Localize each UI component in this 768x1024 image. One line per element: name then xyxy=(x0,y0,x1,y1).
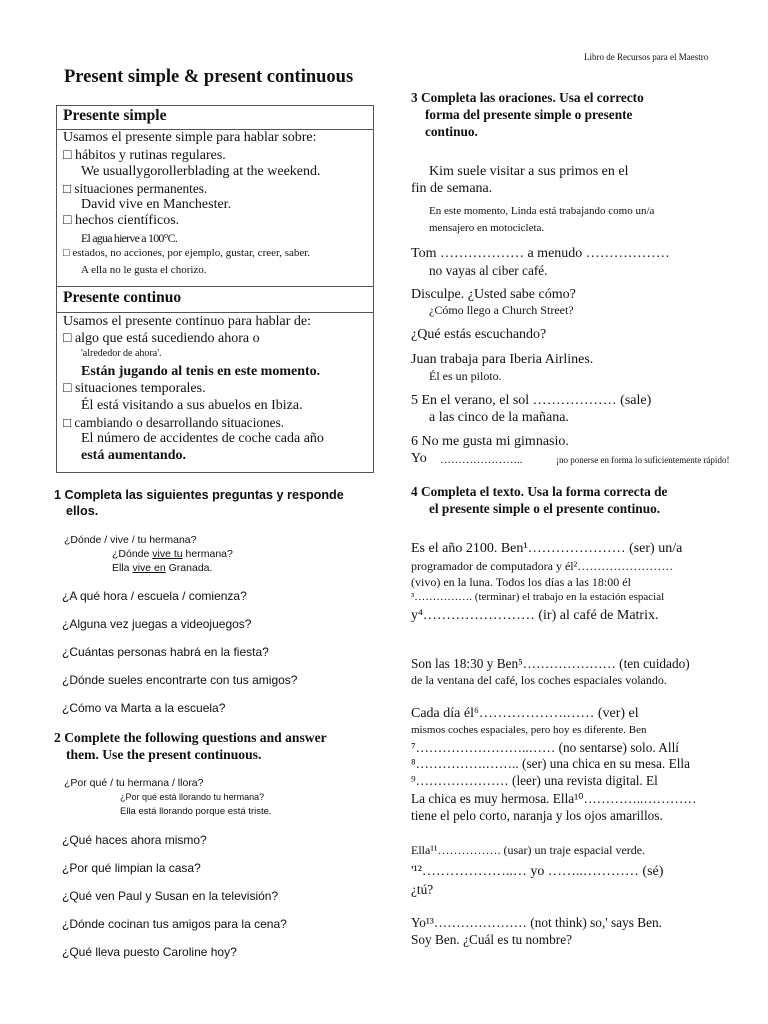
continuous-example: El número de accidentes de coche cada año xyxy=(81,431,324,446)
exercise-4-title-cont: el presente simple o el presente continuo. xyxy=(429,501,661,516)
presente-continuo-box xyxy=(56,286,374,473)
exercise-2-question: ¿Qué lleva puesto Caroline hoy? xyxy=(62,945,237,959)
exercise-4-title: 4 Completa el texto. Usa la forma correcta de xyxy=(411,484,668,499)
continuous-example: Están jugando al tenis en este momento. xyxy=(81,364,321,379)
exercise-3-line: no vayas al ciber café. xyxy=(429,263,548,278)
exercise-2-question: ¿Por qué limpian la casa? xyxy=(62,861,201,875)
exercise-2-example-question: ¿Por qué está llorando tu hermana? xyxy=(120,792,265,802)
presente-simple-box xyxy=(56,105,374,287)
simple-example: We usuallygorollerblading at the weekend. xyxy=(81,164,321,179)
exercise-3-line: mensajero en motocicleta. xyxy=(429,222,545,234)
exercise-1-question: ¿Dónde sueles encontrarte con tus amigos? xyxy=(62,673,298,687)
continuous-example: está aumentando. xyxy=(81,448,187,463)
exercise-3-line: Tom ……………… a menudo ……………… xyxy=(411,246,670,261)
exercise-3-title-cont: forma del presente simple o presente xyxy=(425,107,633,122)
exercise-3-line: ¿Cómo llego a Church Street? xyxy=(429,303,574,317)
exercise-1-example-answer: Ella vive en Granada. xyxy=(112,562,213,574)
exercise-2-question: ¿Dónde cocinan tus amigos para la cena? xyxy=(62,917,287,931)
exercise-3-line: 6 No me gusta mi gimnasio. xyxy=(411,434,569,449)
continuous-item: □ algo que está sucediendo ahora o xyxy=(63,331,260,346)
exercise-4-line: de la ventana del café, los coches espaciales volando. xyxy=(411,673,667,687)
continuous-intro: Usamos el presente continuo para hablar de: xyxy=(63,314,312,329)
continuous-item: □ situaciones temporales. xyxy=(63,381,206,396)
exercise-3-line: Yo xyxy=(411,451,427,466)
exercise-2-example-answer: Ella está llorando porque está triste. xyxy=(120,806,272,817)
presente-simple-heading: Presente simple xyxy=(63,107,167,124)
exercise-1-question: ¿Cómo va Marta a la escuela? xyxy=(62,701,226,715)
exercise-4-line: '¹²………………..… yo ……..………… (sé) xyxy=(411,864,664,879)
exercise-2-title: 2 Complete the following questions and answer xyxy=(54,730,327,745)
exercise-4-line: mismos coches espaciales, pero hoy es diferente. Ben xyxy=(411,724,647,736)
page-header: Libro de Recursos para el Maestro xyxy=(584,52,709,62)
exercise-3-line: Juan trabaja para Iberia Airlines. xyxy=(411,352,594,367)
simple-example: A ella no le gusta el chorizo. xyxy=(81,264,207,276)
exercise-4-line: y⁴…………………… (ir) al café de Matrix. xyxy=(411,608,659,623)
continuous-note: 'alrededor de ahora'. xyxy=(81,348,162,359)
exercise-3-blank: ………………….. xyxy=(440,454,523,466)
simple-item: □ hábitos y rutinas regulares. xyxy=(63,148,226,163)
exercise-2-prompt: ¿Por qué / tu hermana / llora? xyxy=(64,777,204,789)
simple-item: □ hechos científicos. xyxy=(63,213,180,228)
exercise-4-line: ⁷……………………..…… (no sentarse) solo. Allí xyxy=(411,740,679,755)
presente-continuo-heading: Presente continuo xyxy=(63,289,182,306)
exercise-3-line: Disculpe. ¿Usted sabe cómo? xyxy=(411,287,576,302)
simple-example: David vive en Manchester. xyxy=(81,197,232,212)
exercise-3-line: En este momento, Linda está trabajando como un/a xyxy=(429,205,655,217)
exercise-4-line: ⁸…………….…….. (ser) una chica en su mesa. Ella xyxy=(411,756,690,771)
exercise-4-line: ⁹………………… (leer) una revista digital. El xyxy=(411,773,658,788)
exercise-4-line: Ella¹¹……………. (usar) un traje espacial verde. xyxy=(411,843,646,857)
exercise-2-title-cont: them. Use the present continuous. xyxy=(66,747,262,762)
continuous-item: □ cambiando o desarrollando situaciones. xyxy=(63,415,285,430)
divider xyxy=(57,312,373,313)
exercise-3-title-cont: continuo. xyxy=(425,124,478,139)
exercise-1-prompt: ¿Dónde / vive / tu hermana? xyxy=(64,534,197,546)
simple-item: □ estados, no acciones, por ejemplo, gustar, creer, saber. xyxy=(63,247,311,259)
exercise-1-question: ¿Alguna vez juegas a videojuegos? xyxy=(62,617,252,631)
exercise-3-line: ¡no ponerse en forma lo suficientemente rápido! xyxy=(556,455,730,465)
exercise-3-line: a las cinco de la mañana. xyxy=(429,410,569,425)
exercise-3-line: fin de semana. xyxy=(411,181,493,196)
exercise-1-title: 1 Completa las siguientes preguntas y responde xyxy=(54,488,344,502)
exercise-1-question: ¿Cuántas personas habrá en la fiesta? xyxy=(62,645,269,659)
exercise-4-line: ¿tú? xyxy=(411,882,434,897)
exercise-4-line: Yo¹³………………… (not think) so,' says Ben. xyxy=(411,915,662,930)
continuous-example: Él está visitando a sus abuelos en Ibiza. xyxy=(81,398,303,413)
exercise-4-line: Cada día él⁶……………….…… (ver) el xyxy=(411,706,639,721)
exercise-3-line: Kim suele visitar a sus primos en el xyxy=(429,164,629,179)
page-title: Present simple & present continuous xyxy=(64,67,354,87)
exercise-4-line: Soy Ben. ¿Cuál es tu nombre? xyxy=(411,932,573,947)
exercise-3-title: 3 Completa las oraciones. Usa el correcto xyxy=(411,90,644,105)
exercise-4-line: tiene el pelo corto, naranja y los ojos amarillos. xyxy=(411,808,663,823)
exercise-4-line: La chica es muy hermosa. Ella¹⁰…………..………… xyxy=(411,791,697,806)
exercise-1-title-cont: ellos. xyxy=(66,504,99,518)
exercise-3-line: 5 En el verano, el sol ……………… (sale) xyxy=(411,393,652,408)
exercise-2-question: ¿Qué ven Paul y Susan en la televisión? xyxy=(62,889,279,903)
simple-example: El agua hierve a 100°C. xyxy=(81,231,178,245)
exercise-2-question: ¿Qué haces ahora mismo? xyxy=(62,833,207,847)
exercise-4-line: programador de computadora y él²…………………… xyxy=(411,559,674,573)
exercise-3-line: Él es un piloto. xyxy=(429,369,502,383)
exercise-4-line: (vivo) en la luna. Todos los días a las 18:00 él xyxy=(411,575,631,589)
exercise-4-line: Son las 18:30 y Ben⁵………………… (ten cuidado) xyxy=(411,656,690,671)
simple-intro: Usamos el presente simple para hablar sobre: xyxy=(63,130,317,145)
exercise-1-question: ¿A qué hora / escuela / comienza? xyxy=(62,589,247,603)
exercise-4-line: ³……………. (terminar) el trabajo en la estación espacial xyxy=(411,591,665,603)
exercise-1-example-question: ¿Dónde vive tu hermana? xyxy=(112,548,233,560)
exercise-4-line: Es el año 2100. Ben¹………………… (ser) un/a xyxy=(411,541,683,556)
exercise-3-line: ¿Qué estás escuchando? xyxy=(411,327,547,342)
simple-item: □ situaciones permanentes. xyxy=(63,181,208,196)
